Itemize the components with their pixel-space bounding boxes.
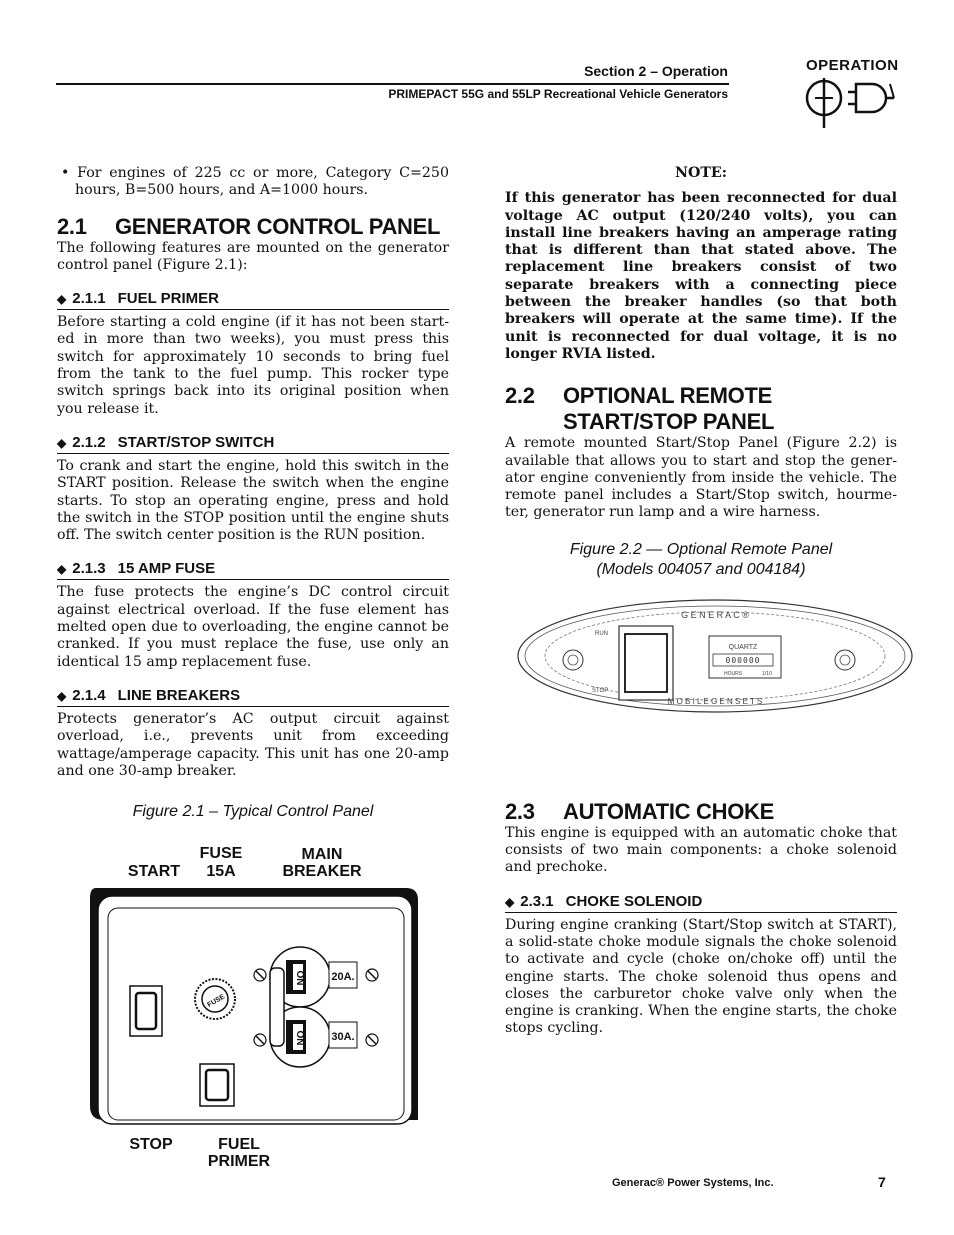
section-2-3-body: This engine is equipped with an automatic choke that consists of two main components: a choke solenoid and prechoke. [505, 824, 897, 876]
figure-2-2-caption-line2: (Models 004057 and 004184) [596, 560, 806, 578]
fuel-label: FUEL [218, 1136, 260, 1153]
fuse-label: FUSE [199, 845, 243, 862]
panel-drawing [86, 880, 426, 1140]
start-label: START [127, 863, 181, 880]
section-2-1-intro: The following features are mounted on the generator control panel (Figure 2.1): [57, 239, 449, 273]
section-2-1-3-heading: ◆ 2.1.3 15 AMP FUSE [57, 560, 449, 580]
remote-run-label: RUN [595, 631, 608, 637]
primer-label: PRIMER [207, 1153, 271, 1170]
section-2-2-heading: 2.2 OPTIONAL REMOTE START/STOP PANEL [505, 383, 775, 435]
section-2-1-4-heading: ◆ 2.1.4 LINE BREAKERS [57, 687, 449, 707]
section-2-1-4-body: Protects generator’s AC output circuit against overload, i.e., prevents unit from exceeding wattage/amperage capacity. This unit has one 20-amp and one 30-amp breaker. [57, 710, 449, 779]
remote-bottom-text: M O B I L E G E N S E T S [667, 697, 763, 706]
fuse-cap-text: FUSE [206, 993, 227, 1009]
hourmeter-hours-label: HOURS [723, 671, 743, 677]
header-rule [56, 83, 729, 85]
left-column [57, 165, 449, 822]
section-2-1-heading: 2.1 GENERATOR CONTROL PANEL [57, 213, 441, 239]
document-subtitle: PRIMEPACT 55G and 55LP Recreational Vehicle Generators [388, 87, 728, 101]
main-label: MAIN [301, 846, 343, 863]
footer-company: Generac® Power Systems, Inc. [612, 1177, 774, 1189]
section-2-1-1-body: Before starting a cold engine (if it has not been start-ed in more than two weeks), you must press this switch for approximately 10 seconds to bring fuel from the tank to the fuel pump. This rocker type switch springs back into its original position when you release it. [57, 314, 449, 417]
bullet-item: • For engines of 225 cc or more, Category C=250 hours, B=500 hours, and A=1000 hours. [61, 165, 449, 199]
control-panel-figure [86, 840, 426, 1180]
section-2-3-1-body: During engine cranking (Start/Stop switch at START), a solid-state choke module signals the choke solenoid to activate and cycle (choke on/choke off) until the engine starts. The choke solenoid thus opens and closes the carburetor choke valve only when the engine is cranking. When the engine starts, the choke stops cycling. [505, 916, 897, 1037]
page-number: 7 [878, 1174, 886, 1190]
fuse-rating-label: 15A [206, 863, 236, 880]
remote-brand-text: G E N E R A C ® [681, 610, 749, 620]
remote-panel-figure [515, 590, 915, 720]
breaker-20-on-label: ON [294, 970, 305, 986]
note-title: NOTE: [675, 165, 727, 181]
breaker-20-amp-label: 20A. [331, 971, 355, 983]
section-2-2-body: A remote mounted Start/Stop Panel (Figure 2.2) is available that allows you to start and stop the gener-ator engine conveniently from inside the vehicle. The remote panel includes a Start/Stop switch, hourme-ter, generator run lamp and a wire harness. [505, 435, 897, 521]
operation-icon [800, 76, 900, 132]
section-2-1-2-heading: ◆ 2.1.2 START/STOP SWITCH [57, 434, 449, 454]
hourmeter-tenth-label: 1/10 [762, 671, 772, 677]
stop-label: STOP [129, 1136, 173, 1153]
note-body: If this generator has been reconnected for dual voltage AC output (120/240 volts), you can install line breakers having an amperage rating that is different than that stated above. The replacement line breakers consist of two separate breakers with a connecting piece between the breaker handles (so that both breakers will operate at the same time). If the unit is reconnected for dual voltage, it is no longer RVIA listed. [505, 190, 897, 362]
section-2-1-3-body: The fuse protects the engine’s DC control circuit against electrical overload. If the fuse element has melted open due to overloading, the engine cannot be cranked. If you must replace the fuse, use only an identical 15 amp replacement fuse. [57, 584, 449, 670]
figure-2-2-caption-line1: Figure 2.2 — Optional Remote Panel [569, 540, 833, 558]
breaker-label: BREAKER [282, 863, 362, 880]
breaker-30-amp-label: 30A. [331, 1031, 355, 1043]
remote-stop-label: STOP [592, 688, 609, 694]
section-2-1-2-body: To crank and start the engine, hold this switch in the START position. Release the switch when the engine starts. To stop an operating engine, press and hold the switch in the STOP position until the engine shuts off. The switch center position is the RUN position. [57, 457, 449, 544]
breaker-30-on-label: ON [294, 1030, 305, 1046]
section-heading: Section 2 – Operation [584, 63, 728, 79]
hourmeter-digits: 000000 [725, 656, 761, 665]
hourmeter-brand: QUARTZ [728, 644, 758, 651]
figure-2-1-caption: Figure 2.1 – Typical Control Panel [132, 803, 374, 821]
section-2-3-heading: 2.3 AUTOMATIC CHOKE [505, 798, 775, 824]
section-2-1-1-heading: ◆ 2.1.1 FUEL PRIMER [57, 290, 449, 310]
section-2-3-1-heading: ◆ 2.3.1 CHOKE SOLENOID [505, 893, 897, 913]
operation-badge: OPERATION [806, 57, 899, 74]
